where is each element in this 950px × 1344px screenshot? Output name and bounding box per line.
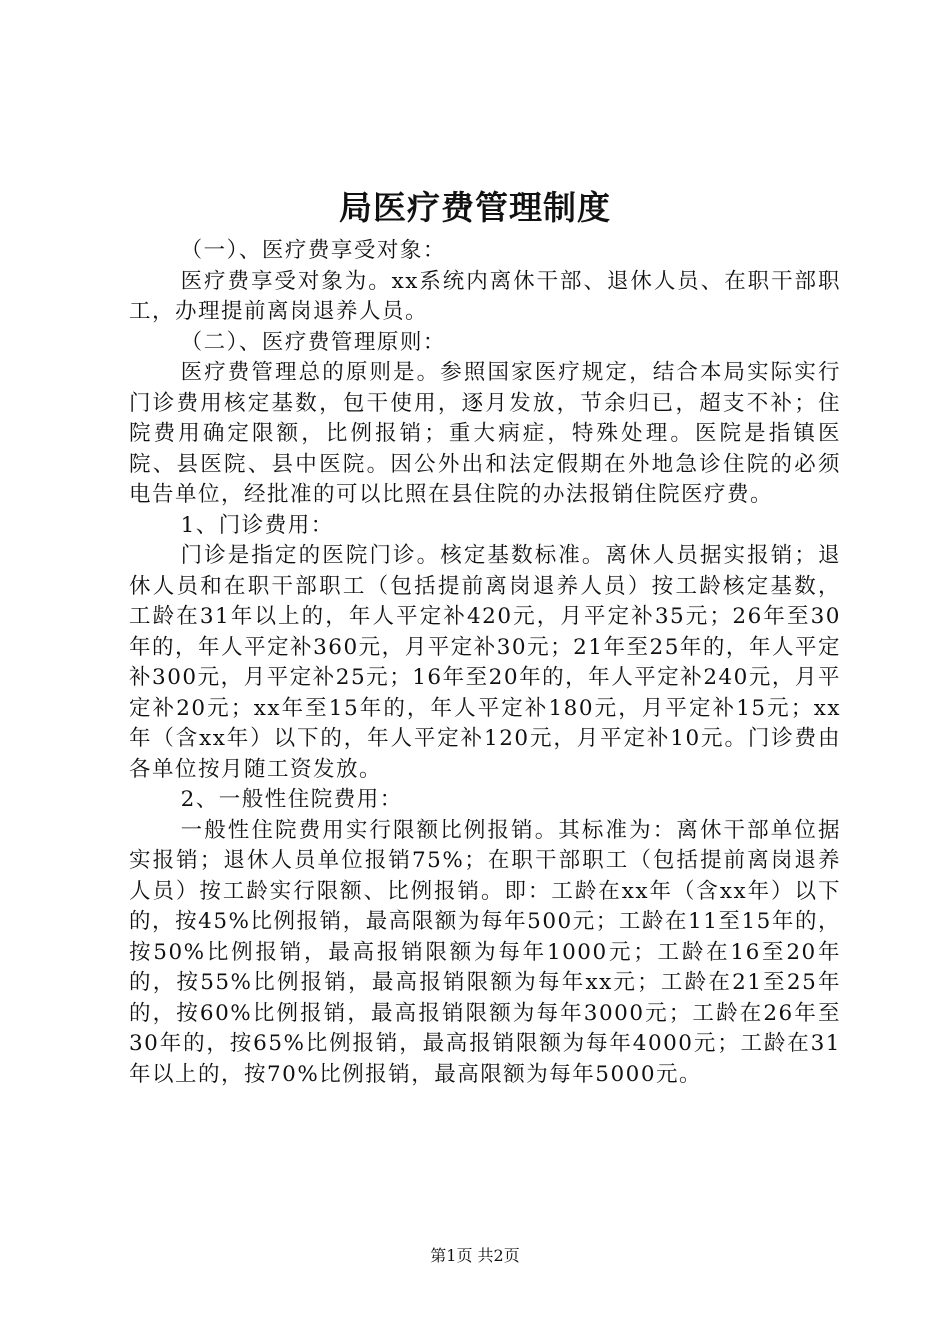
document-body bbox=[129, 236, 841, 1090]
section-heading-1: （一）、医疗费享受对象： bbox=[180, 238, 446, 263]
subsection-heading-2: 2、一般性住院费用： bbox=[180, 787, 403, 812]
paragraph-2: 医疗费管理总的原则是。参照国家医疗规定，结合本局实际实行门诊费用核定基数，包干使用，逐月发放，节余归已，超支不补；住院费用确定限额，比例报销；重大病症，特殊处理。医院是指镇医院、县医院、县中医院。因公外出和法定假期在外地急诊住院的必须电告单位，经批准的可以比照在县住院的办法报销住院医疗费。 bbox=[129, 360, 841, 507]
section-heading-2: （二）、医疗费管理原则： bbox=[180, 329, 446, 355]
paragraph-3: 门诊是指定的医院门诊。核定基数标准。离休人员据实报销；退休人员和在职干部职工（包括提前离岗退养人员）按工龄核定基数，工龄在31年以上的，年人平定补420元，月平定补35元；26年至30年的，年人平定补360元，月平定补30元；21年至25年的，年人平定补300元，月平定补25元；16年至20年的，年人平定补240元，月平定补20元；xx年至15年的，年人平定补180元，月平定补15元；xx年（含xx年）以下的，年人平定补120元，月平定补10元。门诊费由各单位按月随工资发放。 bbox=[129, 543, 841, 782]
page-number-footer: 第1页 共2页 bbox=[430, 1246, 520, 1265]
subsection-heading-1: 1、门诊费用： bbox=[180, 512, 334, 538]
paragraph-1: 医疗费享受对象为。xx系统内离休干部、退休人员、在职干部职工，办理提前离岗退养人员。 bbox=[129, 268, 841, 324]
document-title: 局医疗费管理制度 bbox=[339, 188, 611, 227]
paragraph-4: 一般性住院费用实行限额比例报销。其标准为：离休干部单位据实报销；退休人员单位报销75%；在职干部职工（包括提前离岗退养人员）按工龄实行限额、比例报销。即：工龄在xx年（含xx年）以下的，按45%比例报销，最高限额为每年500元；工龄在11至15年的，按50%比例报销，最高报销限额为每年1000元；工龄在16至20年的，按55%比例报销，最高报销限额为每年xx元；工龄在21至25年的，按60%比例报销，最高报销限额为每年3000元；工龄在26年至30年的，按65%比例报销，最高报销限额为每年4000元；工龄在31年以上的，按70%比例报销，最高限额为每年5000元。 bbox=[129, 817, 841, 1087]
